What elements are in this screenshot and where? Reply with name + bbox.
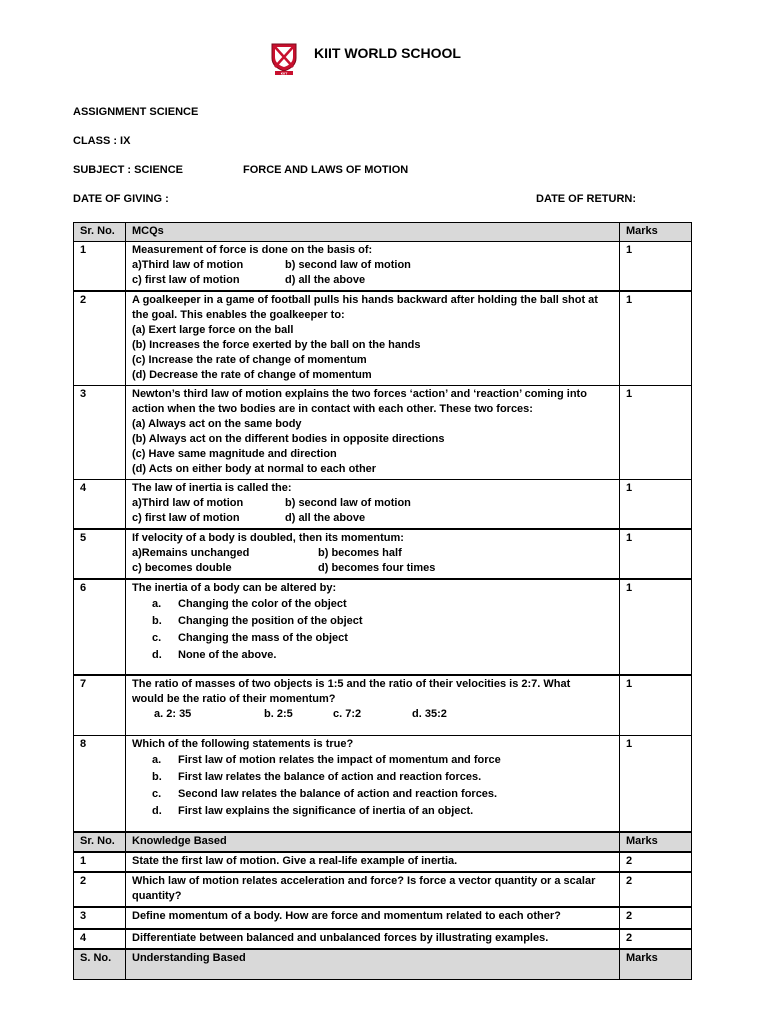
question-cell [126, 291, 620, 386]
col-marks: Marks [620, 949, 692, 979]
option-a: a. Changing the color of the object [152, 598, 347, 610]
col-sr: Sr. No. [74, 832, 126, 852]
row-sr: 3 [74, 386, 126, 480]
option-b: b) second law of motion [285, 497, 411, 509]
date-of-return: DATE OF RETURN: [536, 193, 637, 205]
option-d: d) all the above [285, 512, 366, 524]
col-knowledge-based: Knowledge Based [126, 832, 620, 852]
option-b: b. First law relates the balance of action and reaction forces. [152, 770, 482, 783]
option-pair [132, 496, 613, 511]
option-b: b) second law of motion [285, 259, 411, 271]
logo-text: KIIT [280, 71, 288, 76]
table-row [74, 735, 692, 832]
option-d: d) becomes four times [318, 562, 436, 574]
option-c: c. Changing the mass of the object [152, 632, 348, 644]
question-text: Which of the following statements is true? [132, 737, 354, 750]
question-text: State the first law of motion. Give a real-life example of inertia. [126, 852, 620, 872]
table-row [74, 480, 692, 530]
col-sr: S. No. [74, 949, 126, 979]
question-text: action when the two bodies are in contact with each other. These two forces: [132, 403, 533, 415]
option-pair [132, 273, 613, 288]
option-list [132, 596, 613, 664]
assignment-table [73, 222, 692, 980]
question-text: The ratio of masses of two objects is 1:5 and the ratio of their velocities is 2:7. What [132, 678, 571, 690]
row-marks: 2 [620, 929, 692, 949]
option-pair [132, 546, 613, 561]
question-text: Differentiate between balanced and unbalanced forces by illustrating examples. [126, 929, 620, 949]
option-a: a)Third law of motion [132, 497, 244, 509]
option-c: c) becomes double [132, 562, 232, 574]
table-row [74, 907, 692, 929]
question-cell [126, 529, 620, 579]
row-marks: 2 [620, 852, 692, 872]
option-a: (a) Always act on the same body [132, 418, 302, 430]
option-c: (c) Have same magnitude and direction [132, 448, 337, 460]
col-mcqs: MCQs [126, 223, 620, 242]
row-marks: 1 [620, 735, 692, 832]
question-text: Which law of motion relates acceleration and force? Is force a vector quantity or a scalar [132, 875, 596, 887]
question-cell [126, 675, 620, 735]
option-list [132, 752, 613, 820]
option-a: a)Remains unchanged [132, 547, 250, 559]
assignment-title: ASSIGNMENT SCIENCE [73, 106, 199, 118]
option-pair [132, 561, 613, 576]
col-marks: Marks [620, 832, 692, 852]
col-marks: Marks [620, 223, 692, 242]
option-a: a)Third law of motion [132, 259, 244, 271]
option-d: d. 35:2 [412, 708, 447, 720]
date-of-giving: DATE OF GIVING : [73, 193, 169, 205]
knowledge-header-row [74, 832, 692, 852]
row-sr: 4 [74, 929, 126, 949]
question-cell [126, 579, 620, 675]
row-sr: 7 [74, 675, 126, 735]
option-c: c. Second law relates the balance of action and reaction forces. [152, 787, 498, 800]
option-d: d. None of the above. [152, 649, 277, 661]
question-text: Define momentum of a body. How are force and momentum related to each other? [126, 907, 620, 929]
option-d: d. First law explains the significance of inertia of an object. [152, 804, 474, 817]
row-marks: 1 [620, 291, 692, 386]
question-cell [126, 735, 620, 832]
mcq-header-row [74, 223, 692, 242]
option-c: c. 7:2 [333, 708, 362, 720]
table-row [74, 386, 692, 480]
table-row [74, 872, 692, 907]
row-marks: 1 [620, 386, 692, 480]
row-marks: 1 [620, 579, 692, 675]
question-cell [126, 386, 620, 480]
row-marks: 1 [620, 480, 692, 530]
question-text: quantity? [132, 890, 182, 902]
option-d: d) all the above [285, 274, 366, 286]
option-d: (d) Acts on either body at normal to each other [132, 463, 377, 475]
table-row [74, 852, 692, 872]
row-sr: 4 [74, 480, 126, 530]
option-b: b. Changing the position of the object [152, 615, 363, 627]
school-name: KIIT WORLD SCHOOL [314, 45, 461, 61]
option-b: b) becomes half [318, 547, 402, 559]
row-marks: 2 [620, 872, 692, 907]
option-d: (d) Decrease the rate of change of momentum [132, 369, 372, 381]
row-sr: 3 [74, 907, 126, 929]
question-text: The inertia of a body can be altered by: [132, 582, 337, 594]
table-row [74, 579, 692, 675]
question-cell [126, 872, 620, 907]
option-b: b. 2:5 [264, 708, 293, 720]
option-a: (a) Exert large force on the ball [132, 324, 294, 336]
row-sr: 2 [74, 291, 126, 386]
table-row [74, 242, 692, 292]
option-b: (b) Always act on the different bodies in opposite directions [132, 433, 445, 445]
question-text: Measurement of force is done on the basis of: [132, 244, 373, 256]
table-row [74, 675, 692, 735]
subject-label: SUBJECT : SCIENCE [73, 164, 184, 176]
option-c: (c) Increase the rate of change of momentum [132, 354, 367, 366]
option-a: a. 2: 35 [154, 708, 192, 720]
question-text: Newton’s third law of motion explains the two forces ‘action’ and ‘reaction’ coming into [132, 388, 587, 400]
row-sr: 1 [74, 242, 126, 292]
topic-label: FORCE AND LAWS OF MOTION [243, 164, 409, 176]
class-label: CLASS : IX [73, 135, 131, 147]
row-sr: 5 [74, 529, 126, 579]
option-c: c) first law of motion [132, 512, 240, 524]
row-sr: 2 [74, 872, 126, 907]
row-marks: 1 [620, 242, 692, 292]
understanding-header-row [74, 949, 692, 979]
option-a: a. First law of motion relates the impact of momentum and force [152, 753, 501, 766]
col-understanding-based: Understanding Based [126, 949, 620, 979]
row-marks: 1 [620, 675, 692, 735]
question-cell [126, 242, 620, 292]
row-sr: 1 [74, 852, 126, 872]
option-c: c) first law of motion [132, 274, 240, 286]
question-text: If velocity of a body is doubled, then its momentum: [132, 532, 404, 544]
row-sr: 8 [74, 735, 126, 832]
table-row [74, 529, 692, 579]
col-sr: Sr. No. [74, 223, 126, 242]
row-marks: 2 [620, 907, 692, 929]
option-row [132, 707, 613, 722]
question-text: would be the ratio of their momentum? [132, 693, 336, 705]
question-text: the goal. This enables the goalkeeper to: [132, 309, 345, 321]
question-text: A goalkeeper in a game of football pulls his hands backward after holding the ball shot at [132, 294, 598, 306]
table-row [74, 291, 692, 386]
option-pair [132, 258, 613, 273]
option-b: (b) Increases the force exerted by the ball on the hands [132, 339, 421, 351]
table-row [74, 929, 692, 949]
question-text: The law of inertia is called the: [132, 482, 292, 494]
option-pair [132, 511, 613, 526]
school-crest-logo [269, 42, 299, 76]
row-marks: 1 [620, 529, 692, 579]
row-sr: 6 [74, 579, 126, 675]
question-cell [126, 480, 620, 530]
